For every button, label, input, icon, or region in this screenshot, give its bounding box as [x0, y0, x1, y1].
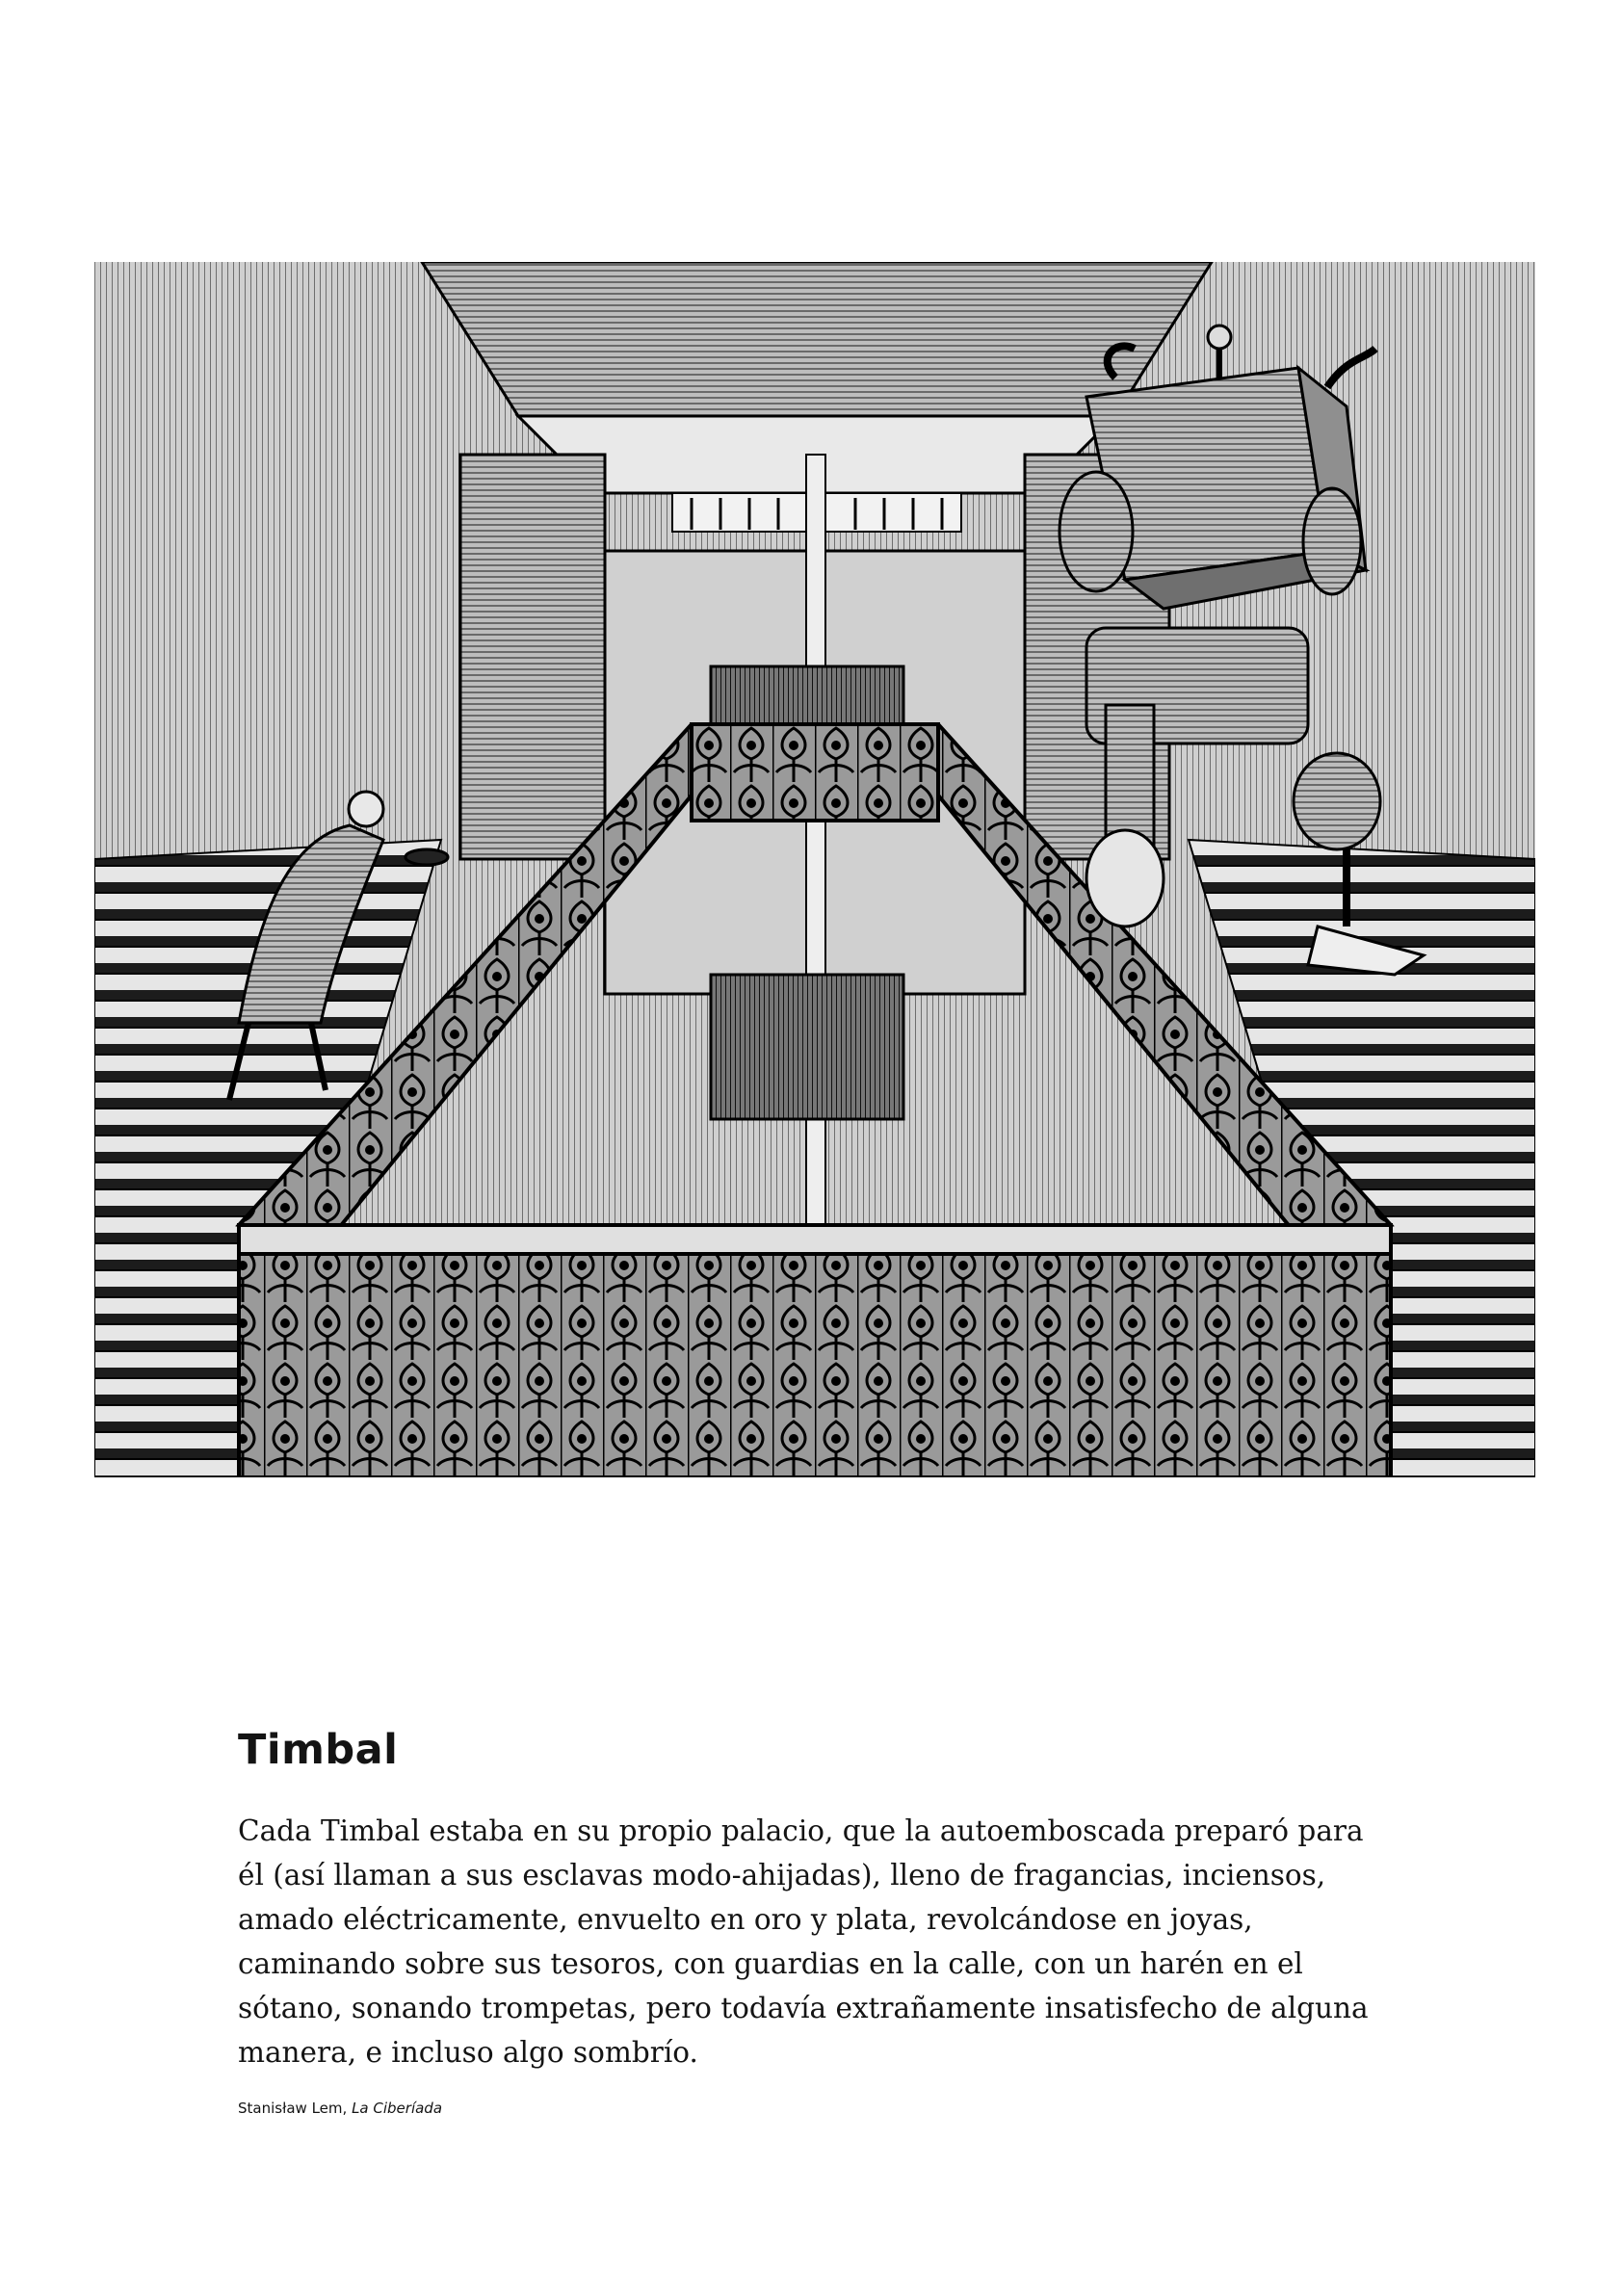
text-block [238, 1726, 1384, 2117]
work-title: La Ciberíada [352, 2100, 443, 2117]
illustration-grand-staircase [94, 262, 1535, 1477]
author-name: Stanisław Lem [238, 2100, 343, 2117]
attribution [238, 2100, 1384, 2117]
attribution-separator: , [342, 2100, 353, 2117]
article-body: Cada Timbal estaba en su propio palacio, que la autoemboscada preparó para él (así llaman a sus esclavas modo-ahijadas), lleno de fragancias, inciensos, amado eléctricamente, envuelto en oro y plata, revolcándose en joyas, caminando sobre sus tesoros, con guardias en la calle, con un harén en el sótano, sonando trompetas, pero todavía extrañamente insatisfecho de alguna manera, e incluso algo sombrío. [238, 1814, 1369, 2069]
article-title: Timbal [238, 1726, 399, 1774]
